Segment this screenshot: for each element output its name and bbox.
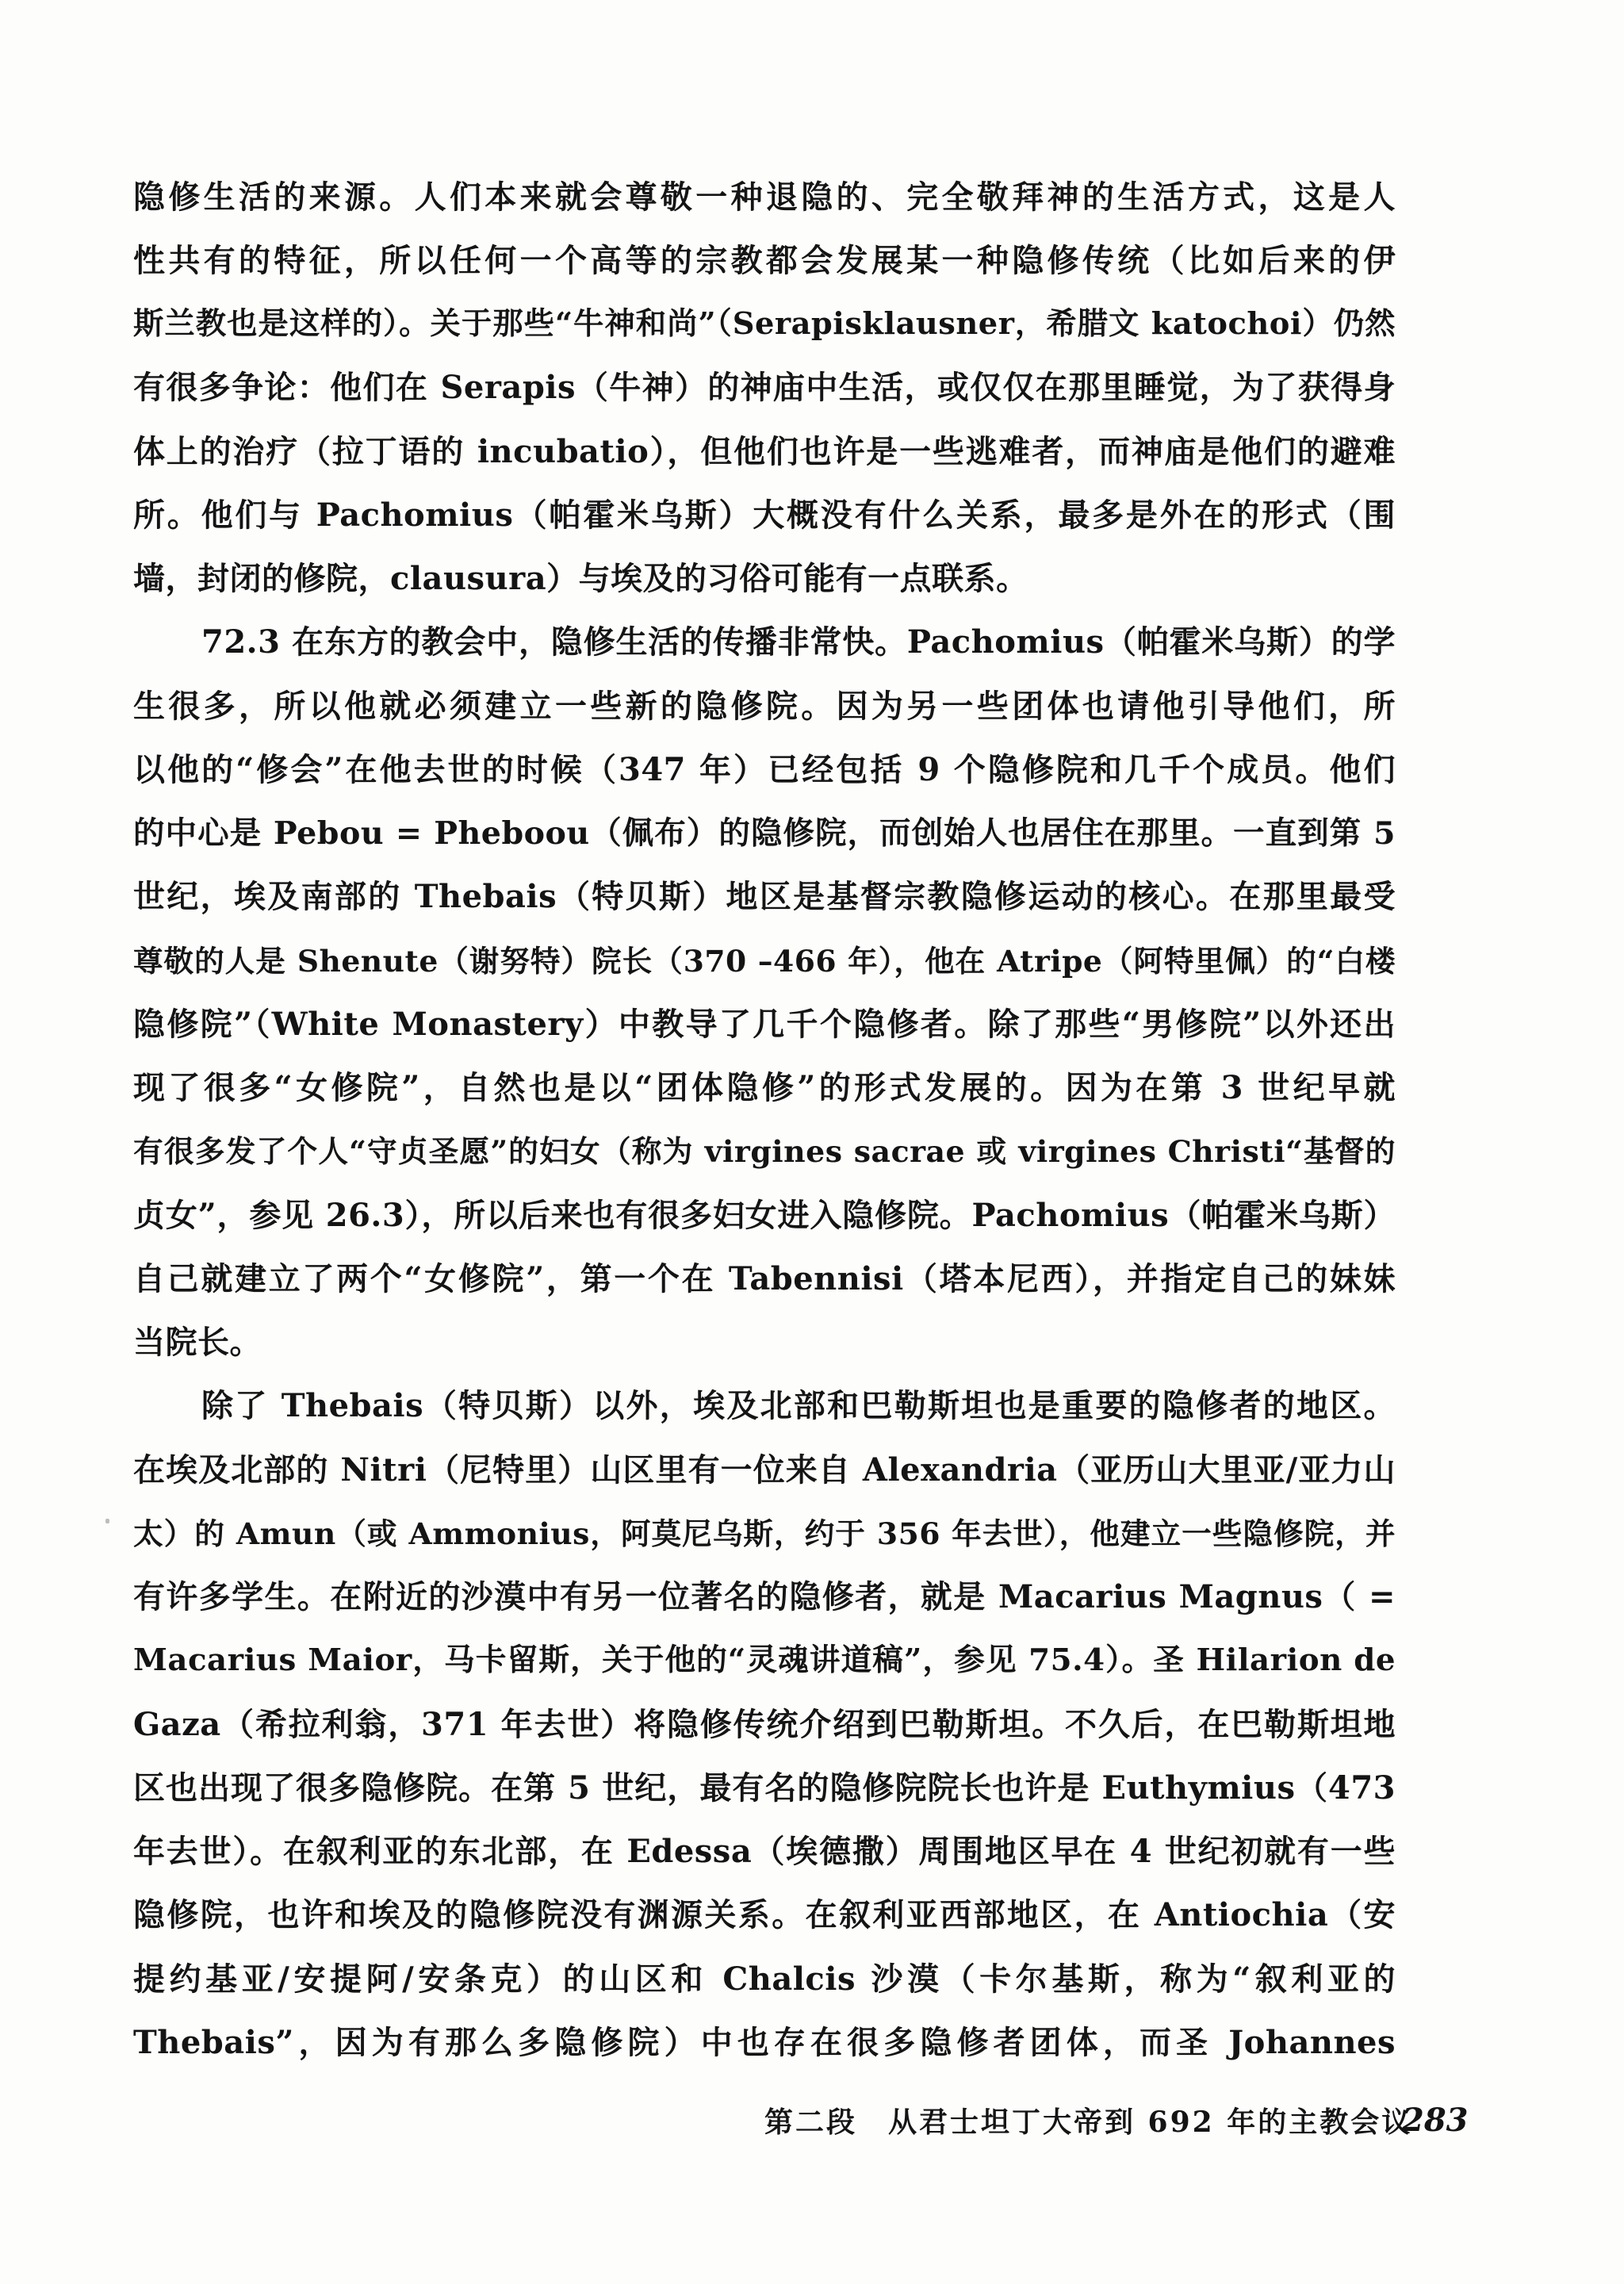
text-line: 提约基亚/安提阿/安条克）的山区和 Chalcis 沙漠（卡尔基斯，称为“叙利亚的 xyxy=(133,1960,1396,1998)
text-line: 有许多学生。在附近的沙漠中有另一位著名的隐修者，就是 Macarius Magnus（ = xyxy=(133,1578,1396,1615)
text-line: Thebais”，因为有那么多隐修院）中也存在很多隐修者团体，而圣 Johannes xyxy=(133,2024,1396,2061)
text-line: 体上的治疗（拉丁语的 incubatio），但他们也许是一些逃难者，而神庙是他们的避难 xyxy=(133,433,1396,470)
text-line: 当院长。 xyxy=(133,1324,262,1361)
text-line: 性共有的特征，所以任何一个高等的宗教都会发展某一种隐修传统（比如后来的伊 xyxy=(133,242,1396,279)
text-line: 以他的“修会”在他去世的时候（347 年）已经包括 9 个隐修院和几千个成员。他们 xyxy=(133,751,1396,788)
text-line: 生很多，所以他就必须建立一些新的隐修院。因为另一些团体也请他引导他们，所 xyxy=(133,688,1396,725)
text-line: 隐修院，也许和埃及的隐修院没有渊源关系。在叙利亚西部地区，在 Antiochia（安 xyxy=(133,1896,1396,1933)
text-line: 贞女”，参见 26.3），所以后来也有很多妇女进入隐修院。Pachomius（帕霍米乌斯） xyxy=(133,1197,1396,1234)
text-line: 年去世）。在叙利亚的东北部，在 Edessa（埃德撒）周围地区早在 4 世纪初就有一些 xyxy=(133,1833,1396,1870)
text-line: 区也出现了很多隐修院。在第 5 世纪，最有名的隐修院院长也许是 Euthymius（473 xyxy=(133,1769,1396,1807)
text-line: 世纪，埃及南部的 Thebais（特贝斯）地区是基督宗教隐修运动的核心。在那里最受 xyxy=(133,878,1396,915)
page-number: 283 xyxy=(1402,2102,1469,2139)
scan-speck xyxy=(105,1519,109,1523)
text-line: 的中心是 Pebou = Pheboou（佩布）的隐修院，而创始人也居住在那里。一直到第 5 xyxy=(133,815,1396,852)
text-line: 太）的 Amun（或 Ammonius，阿莫尼乌斯，约于 356 年去世），他建立一些隐修院，并 xyxy=(133,1516,1396,1551)
paragraph-first-line: 除了 Thebais（特贝斯）以外，埃及北部和巴勒斯坦也是重要的隐修者的地区。 xyxy=(201,1387,1396,1424)
text-line: 隐修院”（White Monastery）中教导了几千个隐修者。除了那些“男修院”以外还出 xyxy=(133,1006,1396,1043)
text-line: Macarius Maior，马卡留斯，关于他的“灵魂讲道稿”，参见 75.4）。圣 Hilarion de xyxy=(133,1642,1396,1678)
text-line: 有很多发了个人“守贞圣愿”的妇女（称为 virgines sacrae 或 virgines Christi“基督的 xyxy=(133,1133,1396,1169)
text-line: 斯兰教也是这样的）。关于那些“牛神和尚”（Serapisklausner，希腊文 katochoi）仍然 xyxy=(133,306,1396,342)
text-line: 在埃及北部的 Nitri（尼特里）山区里有一位来自 Alexandria（亚历山大里亚/亚力山 xyxy=(133,1451,1396,1489)
text-line: 所。他们与 Pachomius（帕霍米乌斯）大概没有什么关系，最多是外在的形式（围 xyxy=(133,496,1396,534)
text-line: 墙，封闭的修院，clausura）与埃及的习俗可能有一点联系。 xyxy=(133,560,1028,597)
text-line: 尊敬的人是 Shenute（谢努特）院长（370 –466 年），他在 Atripe（阿特里佩）的“白楼 xyxy=(133,944,1396,979)
paragraph-first-line: 72.3 在东方的教会中，隐修生活的传播非常快。Pachomius（帕霍米乌斯）的学 xyxy=(201,623,1396,661)
text-line: 自己就建立了两个“女修院”，第一个在 Tabennisi（塔本尼西），并指定自己的妹妹 xyxy=(133,1260,1396,1297)
running-footer: 第二段 从君士坦丁大帝到 692 年的主教会议 xyxy=(764,2106,1413,2139)
text-line: Gaza（希拉利翁，371 年去世）将隐修传统介绍到巴勒斯坦。不久后，在巴勒斯坦地 xyxy=(133,1706,1396,1743)
text-line: 隐修生活的来源。人们本来就会尊敬一种退隐的、完全敬拜神的生活方式，这是人 xyxy=(133,178,1396,216)
text-line: 现了很多“女修院”，自然也是以“团体隐修”的形式发展的。因为在第 3 世纪早就 xyxy=(133,1069,1396,1106)
text-line: 有很多争论：他们在 Serapis（牛神）的神庙中生活，或仅仅在那里睡觉，为了获得身 xyxy=(133,369,1396,406)
